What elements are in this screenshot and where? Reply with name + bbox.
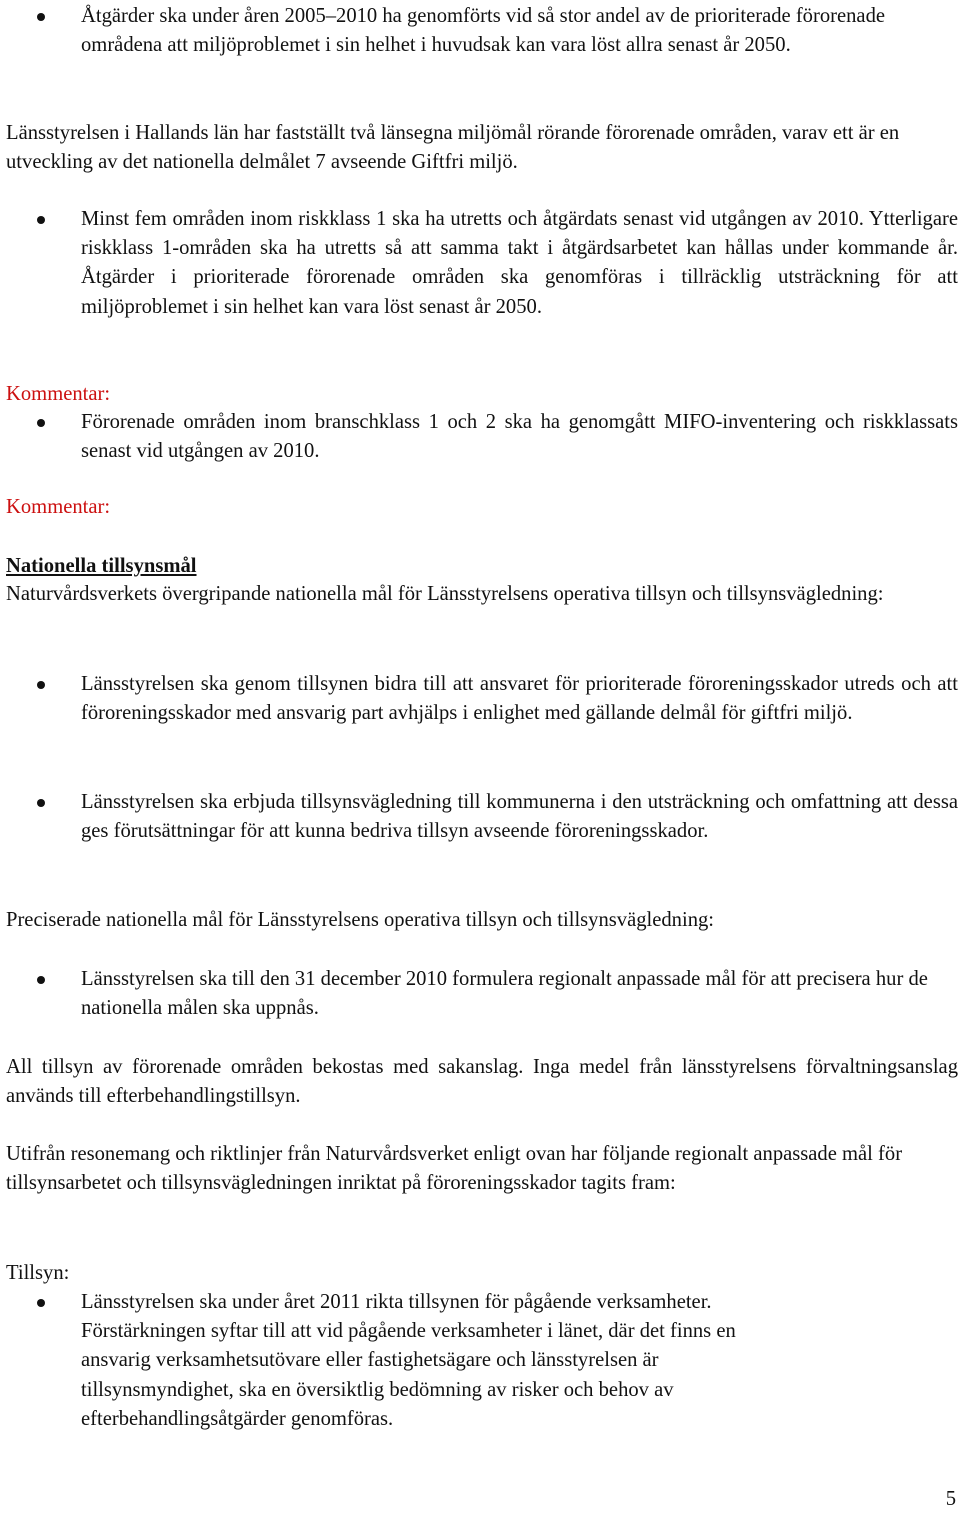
bullet-text: Länsstyrelsen ska genom tillsynen bidra till att ansvaret för prioriterade föroreningsskador utreds och att föroreningsskador med ansvarig part avhjälps i enlighet med gällande delmål för giftfri miljö. <box>81 673 958 725</box>
bullet-item-2011 <box>6 1288 958 1434</box>
bullet-item-vagledning <box>6 788 958 846</box>
bullet-line: efterbehandlingsåtgärder genomföras. <box>81 1407 394 1430</box>
bullet-icon <box>37 799 45 807</box>
bullet-item-tillsynen <box>6 670 958 728</box>
bullet-line: ansvarig verksamhetsutövare eller fastighetsägare och länsstyrelsen är <box>81 1349 659 1372</box>
bullet-text: Länsstyrelsen ska erbjuda tillsynsvägledning till kommunerna i den utsträckning och omfattning att dessa ges förutsättningar för att kunna bedriva tillsyn avseende föroreningsskador. <box>81 791 958 843</box>
bullet-icon <box>37 419 45 427</box>
bullet-icon <box>37 976 45 984</box>
paragraph-sakanslag: All tillsyn av förorenade områden bekostas med sakanslag. Inga medel från länsstyrelsens förvaltningsanslag används till efterbehandlingstillsyn. <box>6 1056 958 1108</box>
bullet-text: Förorenade områden inom branschklass 1 och 2 ska ha genomgått MIFO-inventering och riskklassats senast vid utgången av 2010. <box>81 411 958 463</box>
bullet-icon <box>37 1299 45 1307</box>
bullet-line: Länsstyrelsen ska under året 2011 rikta tillsynen för pågående verksamheter. <box>81 1291 712 1313</box>
paragraph-utifran: Utifrån resonemang och riktlinjer från Naturvårdsverket enligt ovan har följande regionalt anpassade mål för tillsynsarbetet och tillsynsvägledningen inriktat på föroreningsskador tagits fram: <box>6 1143 903 1195</box>
bullet-icon <box>37 681 45 689</box>
page-number: 5 <box>945 1488 956 1510</box>
bullet-item-atgarder <box>6 2 958 60</box>
bullet-item-formulera <box>6 965 958 1023</box>
section-heading: Nationella tillsynsmål <box>6 555 197 577</box>
paragraph-overgripande: Naturvårdsverkets övergripande nationella mål för Länsstyrelsens operativa tillsyn och tillsynsvägledning: <box>6 583 884 605</box>
bullet-item-minst-fem <box>6 205 958 322</box>
bullet-text: Åtgärder ska under åren 2005–2010 ha genomförts vid så stor andel av de prioriterade förorenade områdena att miljöproblemet i sin helhet i huvudsak kan vara löst allra senast år 2050. <box>81 5 886 57</box>
bullet-text <box>81 1288 958 1434</box>
bullet-icon <box>37 13 45 21</box>
bullet-text: Minst fem områden inom riskklass 1 ska ha utretts och åtgärdats senast vid utgången av 2010. Ytterligare riskklass 1-områden ska ha utretts så att samma takt i åtgärdsarbetet kan hållas under kommande år. Åtgärder i prioriterade förorenade områden ska genomföras i tillräcklig utsträckning för att miljöproblemet i sin helhet kan vara löst senast år 2050. <box>81 208 958 318</box>
bullet-item-branschklass <box>6 408 958 466</box>
bullet-line: tillsynsmyndighet, ska en översiktlig bedömning av risker och behov av <box>81 1378 674 1401</box>
paragraph-preciserade: Preciserade nationella mål för Länsstyrelsens operativa tillsyn och tillsynsvägledning: <box>6 909 715 931</box>
paragraph-lansmal: Länsstyrelsen i Hallands län har fastställt två länsegna miljömål rörande förorenade områden, varav ett är en utveckling av det nationella delmålet 7 avseende Giftfri miljö. <box>6 122 900 174</box>
bullet-icon <box>37 216 45 224</box>
comment-label: Kommentar: <box>6 496 111 518</box>
bullet-text: Länsstyrelsen ska till den 31 december 2010 formulera regionalt anpassade mål för att precisera hur de nationella målen ska uppnås. <box>81 968 928 1020</box>
comment-label: Kommentar: <box>6 383 111 405</box>
label-tillsyn: Tillsyn: <box>6 1262 70 1284</box>
bullet-line: Förstärkningen syftar till att vid pågående verksamheter i länet, där det finns en <box>81 1320 736 1343</box>
